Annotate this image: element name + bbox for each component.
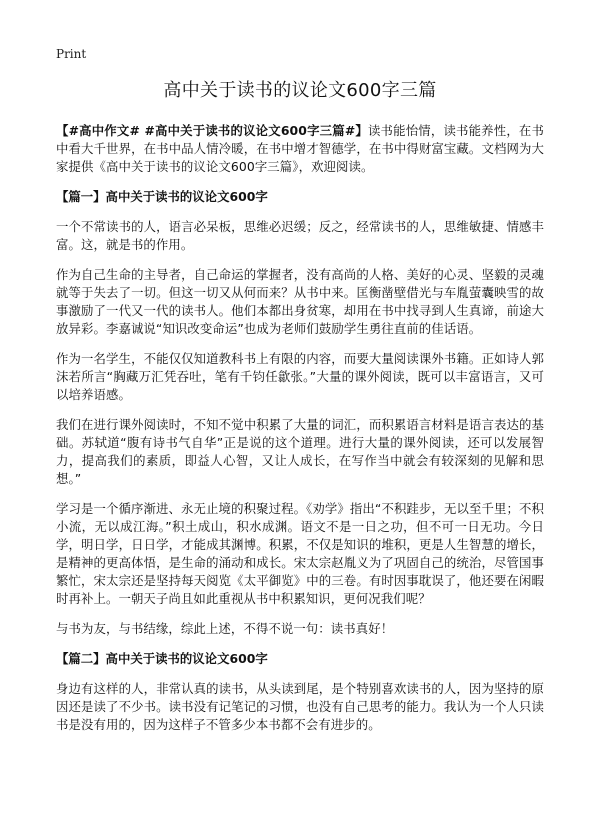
print-link[interactable]: Print — [56, 47, 87, 61]
intro-paragraph — [56, 122, 544, 176]
paragraph: 与书为友，与书结缘，综此上述，不得不说一句：读书真好！ — [56, 621, 394, 636]
intro-tag: 【#高中作文# #高中关于读书的议论文600字三篇#】 — [56, 123, 368, 138]
paragraph: 作为自己生命的主导者，自己命运的掌握者，没有高尚的人格、美好的心灵、坚毅的灵魂就等于失去了一切。但这一切又从何而来？从书中来。匡衡凿壁借光与车胤萤囊映雪的故事激励了一代又一代的读书人。他们本都出身贫寒，却用在书中找寻到人生真谛，前途大放异彩。李嘉诚说“知识改变命运”也成为老师们鼓励学生勇往直前的佳话语。 — [56, 267, 544, 336]
section-heading-1: 【篇一】高中关于读书的议论文600字 — [56, 189, 268, 204]
section-heading-2: 【篇二】高中关于读书的议论文600字 — [56, 651, 268, 666]
paragraph: 学习是一个循序渐进、永无止境的积聚过程。《劝学》指出“不积跬步，无以至千里；不积小流，无以成江海。”积土成山，积水成渊。语文不是一日之功，但不可一日无功。今日学，明日学，日日学，才能成其渊博。积累，不仅是知识的堆积，更是人生智慧的增长，是精神的更高体悟，是生命的涌动和成长。宋太宗赵胤义为了巩固自己的统治，尽管国事繁忙，宋太宗还是坚持每天阅览《太平御览》中的三卷。有时因事耽误了，他还要在闲暇时再补上。一朝天子尚且如此重视从书中积累知识，更何况我们呢？ — [56, 501, 544, 606]
page-title: 高中关于读书的议论文600字三篇 — [163, 80, 437, 101]
paragraph: 我们在进行课外阅读时，不知不觉中积累了大量的词汇，而积累语言材料是语言表达的基础。苏轼道“腹有诗书气自华”正是说的这个道理。进行大量的课外阅读，还可以发展智力，提高我们的素质，即益人心智，又让人成长，在写作当中就会有较深刻的见解和思想。” — [56, 417, 544, 486]
paragraph: 身边有这样的人，非常认真的读书，从头读到尾，是个特别喜欢读书的人，因为坚持的原因还是读了不少书。读书没有记笔记的习惯，也没有自己思考的能力。我认为一个人只读书是没有用的，因为这样子不管多少本书都不会有进步的。 — [56, 681, 544, 732]
intro-text: 读书能怡情，读书能养性，在书中看大千世界，在书中品人情冷暖，在书中增才智德学，在书中得财富宝藏。文档网为大家提供《高中关于读书的议论文600字三篇》，欢迎阅读。 — [56, 123, 544, 174]
paragraph: 作为一名学生，不能仅仅知道教科书上有限的内容，而要大量阅读课外书籍。正如诗人郭沫若所言“胸藏万汇凭吞吐，笔有千钧任歙张。”大量的课外阅读，既可以丰富语言，又可以培养语感。 — [56, 351, 544, 402]
document-body — [56, 76, 544, 746]
paragraph: 一个不常读书的人，语言必呆板，思维必迟缓；反之，经常读书的人，思维敏捷、情感丰富。这，就是书的作用。 — [56, 219, 544, 252]
